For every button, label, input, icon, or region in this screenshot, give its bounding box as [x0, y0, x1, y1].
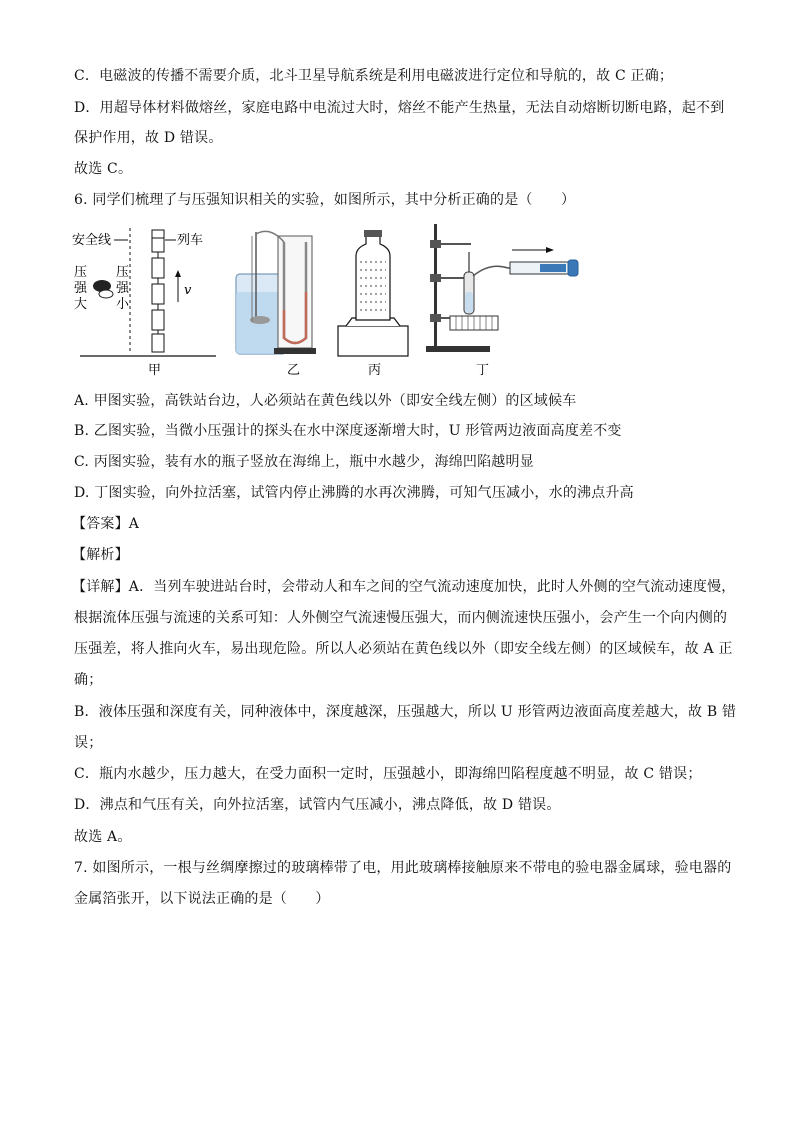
velocity-label: v	[184, 283, 192, 298]
high-pressure-label: 大	[74, 297, 88, 312]
syringe-hose	[473, 266, 510, 276]
stand-base	[426, 346, 490, 352]
option-c: C. 丙图实验，装有水的瓶子竖放在海绵上，瓶中水越少，海绵凹陷越明显	[74, 454, 534, 470]
test-tube-water	[465, 292, 473, 313]
gauge-base	[274, 348, 316, 354]
high-pressure-label: 压	[74, 265, 88, 280]
pressure-experiments-figure	[70, 222, 590, 382]
text-line: 故选 A。	[74, 829, 132, 845]
question-6: 6. 同学们梳理了与压强知识相关的实验，如图所示，其中分析正确的是（ ）	[74, 192, 576, 208]
caption-ding: 丁	[476, 363, 490, 378]
text-line: 保护作用，故 D 错误。	[74, 130, 223, 146]
low-pressure-label: 小	[116, 297, 130, 312]
analysis-label: 【解析】	[72, 547, 129, 563]
person-icon	[93, 280, 113, 298]
caption-yi: 乙	[287, 363, 301, 378]
probe-head	[250, 316, 270, 324]
safety-line-label: 安全线	[72, 233, 112, 248]
figure-ding	[426, 224, 578, 378]
syringe-handle	[568, 260, 578, 276]
figure-bing	[338, 230, 408, 378]
text-line: C．电磁波的传播不需要介质，北斗卫星导航系统是利用电磁波进行定位和导航的，故 C 正确；	[74, 68, 674, 84]
text-line: 压强差，将人推向火车，易出现危险。所以人必须站在黄色线以外（即安全线左侧）的区域候车，故 A 正	[74, 641, 733, 657]
sponge	[338, 326, 408, 356]
text-line: 故选 C。	[74, 161, 133, 177]
option-d: D. 丁图实验，向外拉活塞，试管内停止沸腾的水再次沸腾，可知气压减小，水的沸点升高	[74, 485, 634, 501]
syringe-plunger	[540, 264, 566, 272]
option-b: B. 乙图实验，当微小压强计的探头在水中深度逐渐增大时，U 形管两边液面高度差不变	[74, 423, 622, 439]
train-cars	[152, 230, 164, 352]
figure-jia	[72, 228, 216, 378]
caption-jia: 甲	[148, 363, 162, 378]
option-a: A. 甲图实验，高铁站台边，人必须站在黄色线以外（即安全线左侧）的区域候车	[74, 393, 577, 409]
low-pressure-label: 压	[116, 265, 130, 280]
text-line: 【详解】A．当列车驶进站台时，会带动人和车之间的空气流动速度加快，此时人外侧的空气流动速度慢，	[72, 579, 736, 595]
caption-bing: 丙	[368, 363, 382, 378]
velocity-arrow-head	[175, 270, 181, 277]
answer-label: 【答案】A	[72, 516, 140, 532]
text-line: D．用超导体材料做熔丝，家庭电路中电流过大时，熔丝不能产生热量，无法自动熔断切断电路，起不到	[74, 100, 725, 116]
bottle-cap	[364, 230, 382, 237]
text-line: 根据流体压强与流速的关系可知：人外侧空气流速慢压强大，而内侧流速快压强小，会产生一个向内侧的	[74, 610, 728, 626]
low-pressure-label: 强	[116, 281, 130, 296]
high-pressure-label: 强	[74, 281, 88, 296]
text-line: 误；	[74, 735, 103, 751]
figure-yi	[236, 231, 316, 378]
text-line: B．液体压强和深度有关，同种液体中，深度越深，压强越大，所以 U 形管两边液面高度差越大，故 B 错	[74, 704, 737, 720]
question-7: 7. 如图所示，一根与丝绸摩擦过的玻璃棒带了电，用此玻璃棒接触原来不带电的验电器金属球，验电器的	[74, 860, 732, 876]
pull-arrow-head	[546, 247, 554, 253]
train-label: 列车	[177, 233, 204, 248]
text-line: 金属箔张开，以下说法正确的是（ ）	[74, 891, 330, 907]
text-line: 确；	[74, 672, 103, 688]
text-line: C．瓶内水越少，压力越大，在受力面积一定时，压强越小，即海绵凹陷程度越不明显，故 C 错误；	[74, 766, 702, 782]
text-line: D．沸点和气压有关，向外拉活塞，试管内气压减小，沸点降低，故 D 错误。	[74, 797, 561, 813]
